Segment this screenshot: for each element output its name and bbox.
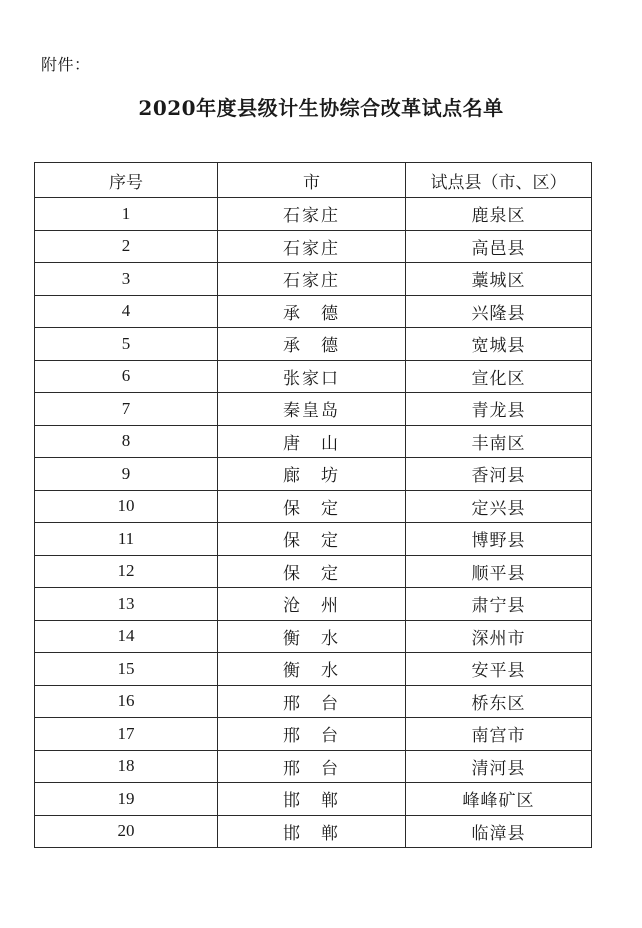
table-row [35,750,592,783]
row-city: 邯 郸 [218,815,406,848]
table-row [35,685,592,718]
table-row [35,490,592,523]
table-row [35,230,592,263]
row-city: 衡 水 [218,620,406,653]
row-serial-number: 5 [35,328,218,361]
row-city: 廊 坊 [218,458,406,491]
table-row [35,620,592,653]
row-serial-number: 3 [35,263,218,296]
row-serial-number: 17 [35,718,218,751]
document-title: 2020年度县级计生协综合改革试点名单 [138,96,504,120]
row-pilot-county: 藁城区 [406,263,592,296]
row-pilot-county: 高邑县 [406,230,592,263]
row-city: 保 定 [218,555,406,588]
row-pilot-county: 兴隆县 [406,295,592,328]
row-serial-number: 9 [35,458,218,491]
table-row [35,718,592,751]
row-pilot-county: 顺平县 [406,555,592,588]
row-serial-number: 18 [35,750,218,783]
row-city: 邢 台 [218,750,406,783]
table-row [35,393,592,426]
row-pilot-county: 香河县 [406,458,592,491]
table-row [35,458,592,491]
table-row [35,425,592,458]
row-pilot-county: 宣化区 [406,360,592,393]
table-row [35,295,592,328]
row-city: 邢 台 [218,685,406,718]
row-pilot-county: 深州市 [406,620,592,653]
row-pilot-county: 肃宁县 [406,588,592,621]
table-row [35,360,592,393]
row-city: 邯 郸 [218,783,406,816]
row-serial-number: 7 [35,393,218,426]
row-pilot-county: 南宫市 [406,718,592,751]
row-serial-number: 8 [35,425,218,458]
table-header-row [35,163,592,198]
row-city: 秦皇岛 [218,393,406,426]
row-serial-number: 1 [35,198,218,231]
attachment-label: 附件： [41,55,91,74]
row-serial-number: 14 [35,620,218,653]
table-row [35,198,592,231]
table-row [35,588,592,621]
row-pilot-county: 鹿泉区 [406,198,592,231]
pilot-list-table [34,162,592,848]
table-row [35,263,592,296]
row-city: 石家庄 [218,230,406,263]
row-serial-number: 20 [35,815,218,848]
row-serial-number: 16 [35,685,218,718]
row-city: 石家庄 [218,263,406,296]
row-pilot-county: 安平县 [406,653,592,686]
row-pilot-county: 清河县 [406,750,592,783]
row-serial-number: 10 [35,490,218,523]
header-city: 市 [218,163,406,198]
row-city: 承 德 [218,295,406,328]
row-pilot-county: 宽城县 [406,328,592,361]
row-pilot-county: 丰南区 [406,425,592,458]
row-city: 邢 台 [218,718,406,751]
row-pilot-county: 定兴县 [406,490,592,523]
row-city: 唐 山 [218,425,406,458]
row-city: 保 定 [218,523,406,556]
row-serial-number: 15 [35,653,218,686]
table-row [35,783,592,816]
table-row [35,523,592,556]
row-serial-number: 2 [35,230,218,263]
row-city: 石家庄 [218,198,406,231]
row-pilot-county: 青龙县 [406,393,592,426]
table-row [35,815,592,848]
row-pilot-county: 博野县 [406,523,592,556]
row-pilot-county: 临漳县 [406,815,592,848]
row-city: 保 定 [218,490,406,523]
row-serial-number: 19 [35,783,218,816]
row-serial-number: 4 [35,295,218,328]
row-serial-number: 11 [35,523,218,556]
row-serial-number: 12 [35,555,218,588]
row-city: 沧 州 [218,588,406,621]
table-body [35,198,592,848]
table-row [35,328,592,361]
row-serial-number: 13 [35,588,218,621]
row-serial-number: 6 [35,360,218,393]
row-city: 张家口 [218,360,406,393]
header-serial-number: 序号 [35,163,218,198]
table-row [35,653,592,686]
row-pilot-county: 桥东区 [406,685,592,718]
table-row [35,555,592,588]
row-city: 承 德 [218,328,406,361]
row-city: 衡 水 [218,653,406,686]
row-pilot-county: 峰峰矿区 [406,783,592,816]
header-pilot-county: 试点县（市、区） [406,163,592,198]
